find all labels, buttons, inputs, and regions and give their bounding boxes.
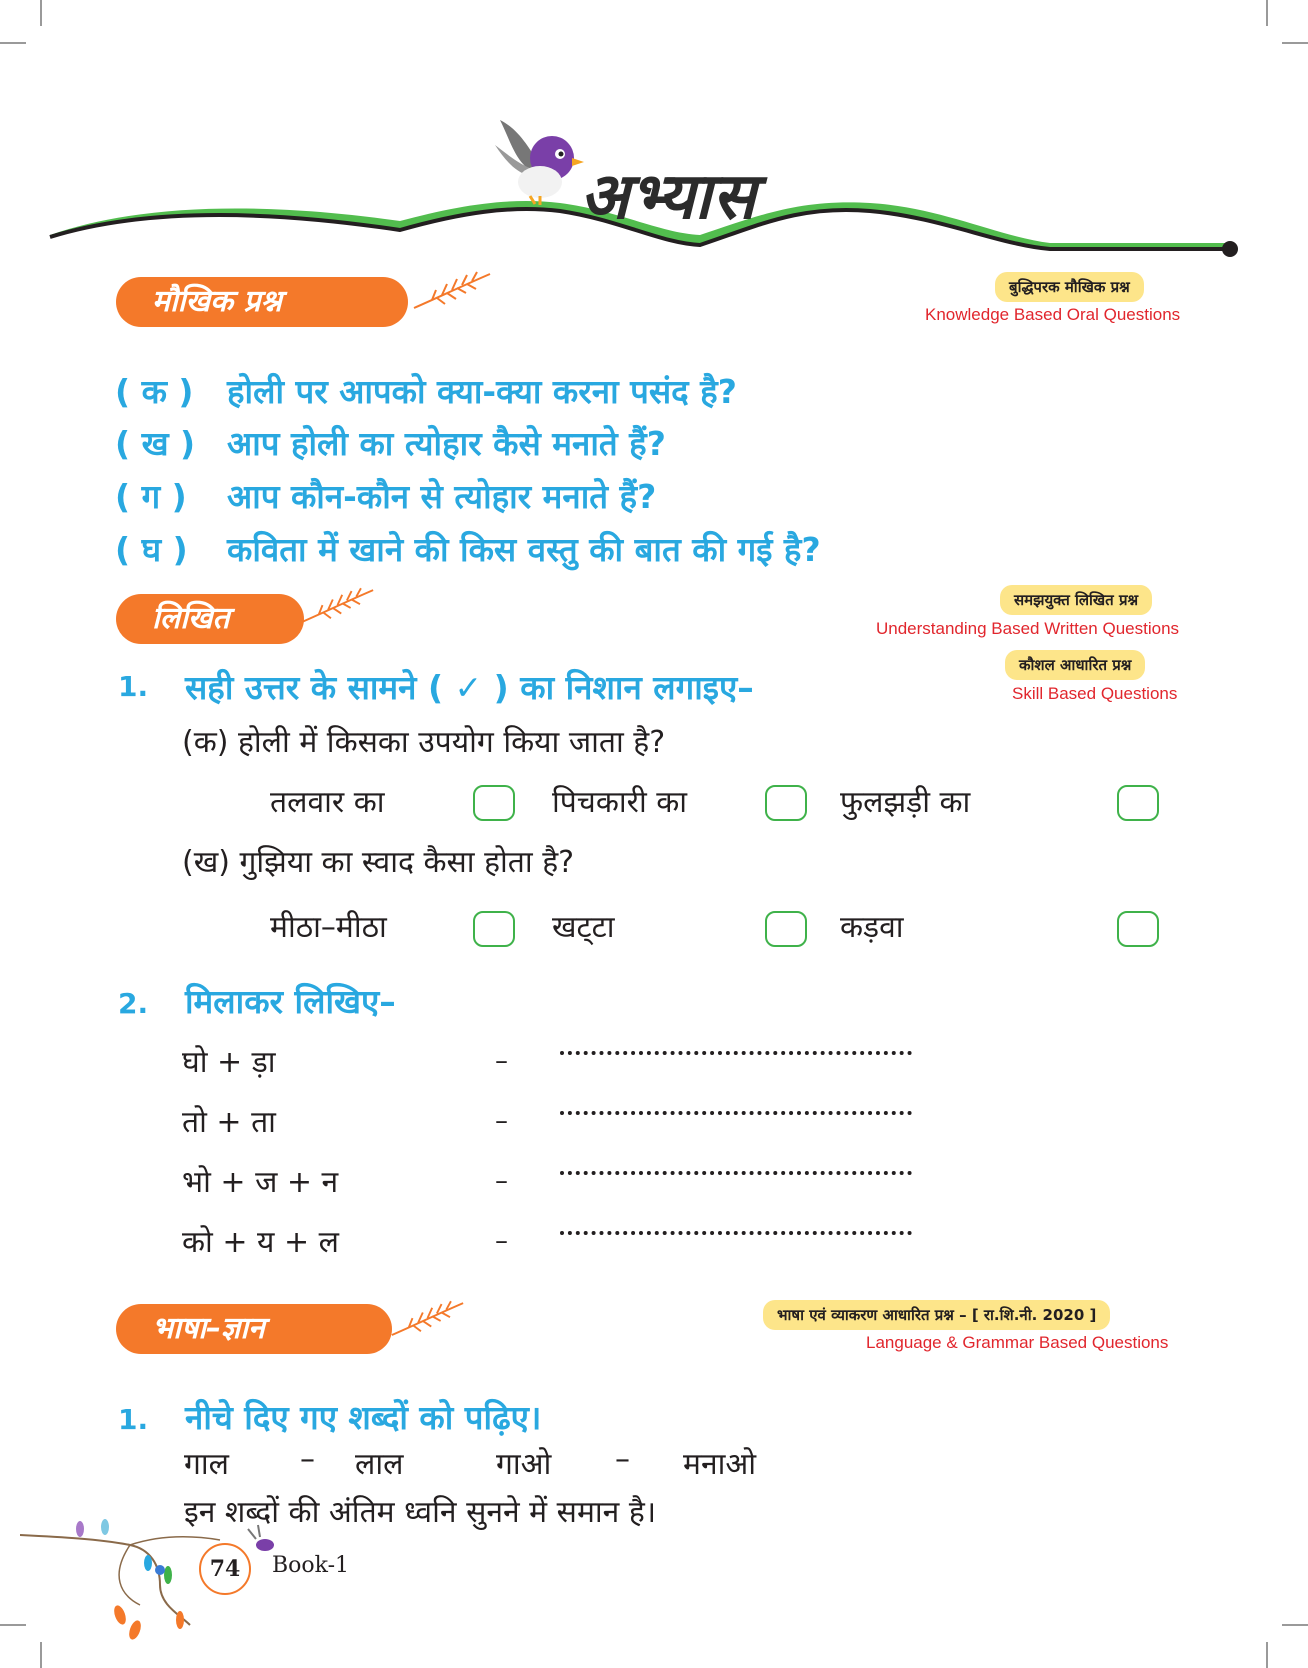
page-number: 74 bbox=[199, 1543, 251, 1595]
question-number: 1. bbox=[118, 670, 149, 703]
leaf-branch-icon bbox=[300, 583, 375, 631]
oral-tag: बुद्धिपरक मौखिक प्रश्न bbox=[995, 272, 1144, 302]
match-dash: – bbox=[495, 1166, 508, 1196]
section-written-title: लिखित bbox=[152, 601, 230, 636]
section-language-title: भाषा–ज्ञान bbox=[152, 1311, 265, 1346]
floral-vine-icon bbox=[20, 1515, 290, 1655]
bird-icon bbox=[490, 110, 590, 210]
answer-line[interactable] bbox=[560, 1171, 912, 1175]
oral-question-label: ( घ ) bbox=[115, 530, 188, 569]
section-oral-title: मौखिक प्रश्न bbox=[152, 284, 282, 319]
word: गाओ bbox=[496, 1447, 552, 1482]
oral-question-label: ( क ) bbox=[115, 372, 194, 411]
oral-question bbox=[115, 526, 821, 571]
crop-mark bbox=[0, 42, 26, 44]
match-row: भो + ज + न bbox=[182, 1165, 339, 1200]
language-tag-en: Language & Grammar Based Questions bbox=[866, 1333, 1169, 1352]
language-tag: भाषा एवं व्याकरण आधारित प्रश्न – [ रा.शि.नी. 2020 ] bbox=[763, 1300, 1110, 1330]
answer-line[interactable] bbox=[560, 1231, 912, 1235]
book-label: Book-1 bbox=[272, 1553, 350, 1578]
oral-question-text: आप कौन-कौन से त्योहार मनाते हैं? bbox=[227, 477, 657, 516]
section-language bbox=[116, 1304, 392, 1354]
checkbox[interactable] bbox=[765, 911, 807, 947]
checkbox[interactable] bbox=[765, 785, 807, 821]
section-oral bbox=[116, 277, 408, 327]
answer-line[interactable] bbox=[560, 1051, 912, 1055]
oral-question-text: कविता में खाने की किस वस्तु की बात की गई है? bbox=[227, 530, 821, 569]
oral-question-label: ( ख ) bbox=[115, 424, 196, 463]
crop-mark bbox=[1266, 1642, 1268, 1668]
match-dash: – bbox=[495, 1106, 508, 1136]
checkbox[interactable] bbox=[1117, 911, 1159, 947]
oral-question-label: ( ग ) bbox=[115, 477, 187, 516]
option-label: खट्‌टा bbox=[552, 910, 615, 945]
crop-mark bbox=[40, 0, 42, 26]
question-number: 2. bbox=[118, 987, 149, 1020]
question-number: 1. bbox=[118, 1403, 149, 1436]
section-written bbox=[116, 594, 304, 644]
option-label: पिचकारी का bbox=[552, 785, 688, 820]
oral-question-text: आप होली का त्योहार कैसे मनाते हैं? bbox=[227, 424, 666, 463]
question-heading: सही उत्तर के सामने ( ✓ ) का निशान लगाइए– bbox=[185, 668, 754, 707]
option-label: फुलझड़ी का bbox=[840, 785, 971, 820]
match-dash: – bbox=[495, 1046, 508, 1076]
sub-question: (क) होली में किसका उपयोग किया जाता है? bbox=[182, 725, 666, 760]
word-dash: – bbox=[615, 1442, 630, 1477]
written-tag: समझयुक्त लिखित प्रश्न bbox=[1000, 585, 1152, 615]
question-heading: मिलाकर लिखिए– bbox=[185, 982, 396, 1021]
leaf-branch-icon bbox=[390, 1296, 465, 1344]
oral-question bbox=[115, 473, 656, 518]
word: गाल bbox=[184, 1447, 229, 1482]
leaf-branch-icon bbox=[412, 268, 492, 316]
question-heading: नीचे दिए गए शब्दों को पढ़िए। bbox=[185, 1398, 542, 1437]
word-dash: – bbox=[300, 1442, 315, 1477]
option-label: तलवार का bbox=[270, 785, 385, 820]
skill-tag: कौशल आधारित प्रश्न bbox=[1005, 650, 1145, 680]
checkbox[interactable] bbox=[473, 785, 515, 821]
match-row: तो + ता bbox=[182, 1105, 276, 1140]
option-label: मीठा–मीठा bbox=[270, 910, 387, 945]
crop-mark bbox=[1266, 0, 1268, 26]
option-label: कड़वा bbox=[840, 910, 904, 945]
skill-tag-en: Skill Based Questions bbox=[1012, 684, 1178, 703]
checkbox[interactable] bbox=[473, 911, 515, 947]
exercise-title: अभ्यास bbox=[580, 159, 757, 234]
match-dash: – bbox=[495, 1226, 508, 1256]
crop-mark bbox=[1282, 42, 1308, 44]
oral-question bbox=[115, 420, 666, 465]
written-tag-en: Understanding Based Written Questions bbox=[876, 619, 1180, 638]
sub-question: (ख) गुझिया का स्वाद कैसा होता है? bbox=[182, 845, 575, 880]
word-note: इन शब्दों की अंतिम ध्वनि सुनने में समान है। bbox=[184, 1495, 657, 1530]
answer-line[interactable] bbox=[560, 1111, 912, 1115]
oral-question-text: होली पर आपको क्या-क्या करना पसंद है? bbox=[227, 372, 737, 411]
word: लाल bbox=[355, 1447, 404, 1482]
oral-tag-en: Knowledge Based Oral Questions bbox=[925, 305, 1181, 324]
oral-question bbox=[115, 368, 737, 413]
crop-mark bbox=[1282, 1624, 1308, 1626]
match-row: को + य + ल bbox=[182, 1225, 339, 1260]
match-row: घो + ड़ा bbox=[182, 1045, 276, 1080]
word: मनाओ bbox=[683, 1447, 757, 1482]
checkbox[interactable] bbox=[1117, 785, 1159, 821]
